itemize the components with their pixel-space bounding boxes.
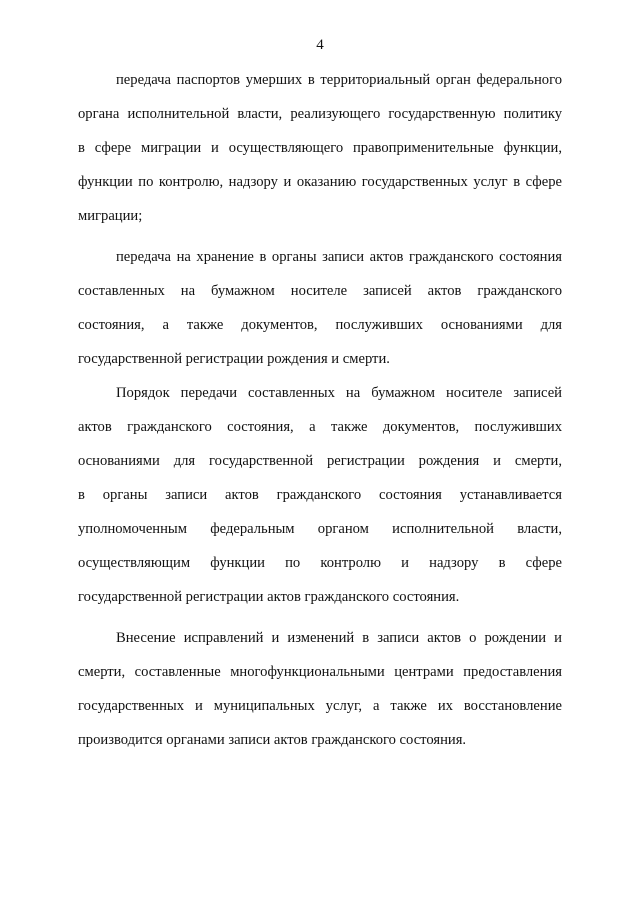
paragraph-line: осуществляющим функции по контролю и надзору в сфере xyxy=(78,555,562,571)
paragraph-corrections xyxy=(78,621,562,757)
paragraph-transfer-procedure xyxy=(78,376,562,614)
paragraph-line: в сфере миграции и осуществляющего правоприменительные функции, xyxy=(78,140,562,156)
paragraph-line: смерти, составленные многофункциональными центрами предоставления xyxy=(78,664,562,680)
paragraph-line: производится органами записи актов гражданского состояния. xyxy=(78,732,467,748)
paragraph-line: Внесение исправлений и изменений в записи актов о рождении и xyxy=(116,630,562,646)
paragraph-line: государственной регистрации рождения и смерти. xyxy=(78,351,390,367)
paragraph-line: состояния, а также документов, послуживших основаниями для xyxy=(78,317,562,333)
paragraph-line: государственной регистрации актов гражданского состояния. xyxy=(78,589,460,605)
paragraph-line: актов гражданского состояния, а также документов, послуживших xyxy=(78,419,562,435)
paragraph-line: передача паспортов умерших в территориальный орган федерального xyxy=(116,72,562,88)
paragraph-line: передача на хранение в органы записи актов гражданского состояния xyxy=(116,249,562,265)
paragraph-line: составленных на бумажном носителе записей актов гражданского xyxy=(78,283,562,299)
paragraph-line: в органы записи актов гражданского состояния устанавливается xyxy=(78,487,562,503)
page-number: 4 xyxy=(316,37,324,53)
paragraph-line: государственных и муниципальных услуг, а также их восстановление xyxy=(78,698,562,714)
paragraph-line: миграции; xyxy=(78,208,143,224)
paragraph-line: органа исполнительной власти, реализующего государственную политику xyxy=(78,106,562,122)
paragraph-line: Порядок передачи составленных на бумажном носителе записей xyxy=(116,385,562,401)
paragraph-line: уполномоченным федеральным органом исполнительной власти, xyxy=(78,521,562,537)
paragraph-passports-transfer xyxy=(78,63,562,233)
paragraph-line: основаниями для государственной регистрации рождения и смерти, xyxy=(78,453,562,469)
paragraph-records-storage xyxy=(78,240,562,376)
paragraph-line: функции по контролю, надзору и оказанию государственных услуг в сфере xyxy=(78,174,562,190)
